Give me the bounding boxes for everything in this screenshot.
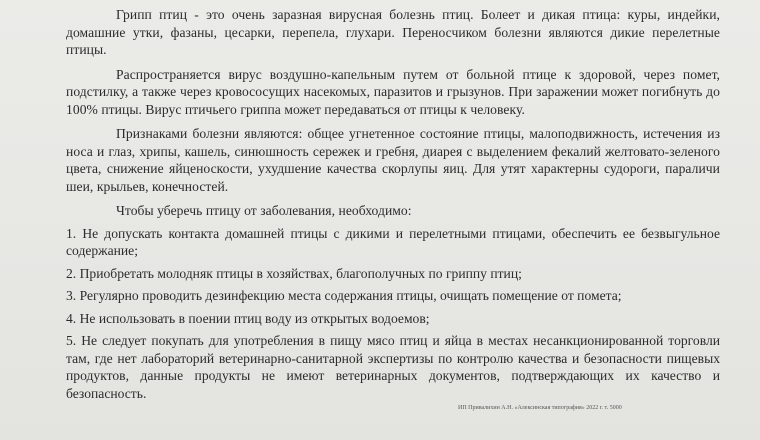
printer-imprint: ИП Привалихин А.Н. «Алексинская типография» 2022 г. т. 5000 bbox=[458, 405, 622, 411]
list-item: 3. Регулярно проводить дезинфекцию места содержания птицы, очищать помещение от помета; bbox=[66, 288, 622, 303]
list-item: 1. Не допускать контакта домашней птицы с дикими и перелетными птицами, обеспечить ее безвыгульное содержание; bbox=[66, 225, 720, 258]
list-item: 2. Приобретать молодняк птицы в хозяйствах, благополучных по гриппу птиц; bbox=[66, 265, 522, 281]
paragraph-transmission: Распространяется вирус воздушно-капельным путем от больной птице к здоровой, через помет, подстилку, а также через кровососущих насекомых, паразитов и грызунов. При заражении может погибнуть до 100% птицы. Вирус птичьего гриппа может передаваться от птицы к человеку. bbox=[66, 66, 720, 117]
list-item: 5. Не следует покупать для употребления в пищу мясо птиц и яйца в местах несанкционированной торговли там, где нет лабораторий ветеринарно-санитарной экспертизы по контролю качества и безопасности пищевых продуктов, данные продукты не имеют ветеринарных документов, подтверждающих их качество и безопасность. bbox=[66, 333, 720, 401]
paragraph-intro: Грипп птиц - это очень заразная вирусная болезнь птиц. Болеет и дикая птица: куры, индейки, домашние утки, фазаны, цесарки, перепела, глухари. Переносчиком болезни являются дикие перелетные птицы. bbox=[66, 7, 720, 57]
paragraph-symptoms: Признаками болезни являются: общее угнетенное состояние птицы, малоподвижность, истечения из носа и глаз, хрипы, кашель, синюшность сережек и гребня, диарея с выделением фекалий желтовато-зеленого цвета, снижение яйценоскости, ухудшение качества скорлупы яиц. Для утят характерны судороги, параличи шеи, крыльев, конечностей. bbox=[66, 126, 720, 194]
list-item: 4. Не использовать в поении птиц воду из открытых водоемов; bbox=[66, 310, 430, 326]
paragraph-prevention-heading: Чтобы уберечь птицу от заболевания, необходимо: bbox=[116, 203, 412, 218]
prevention-list bbox=[66, 225, 720, 403]
